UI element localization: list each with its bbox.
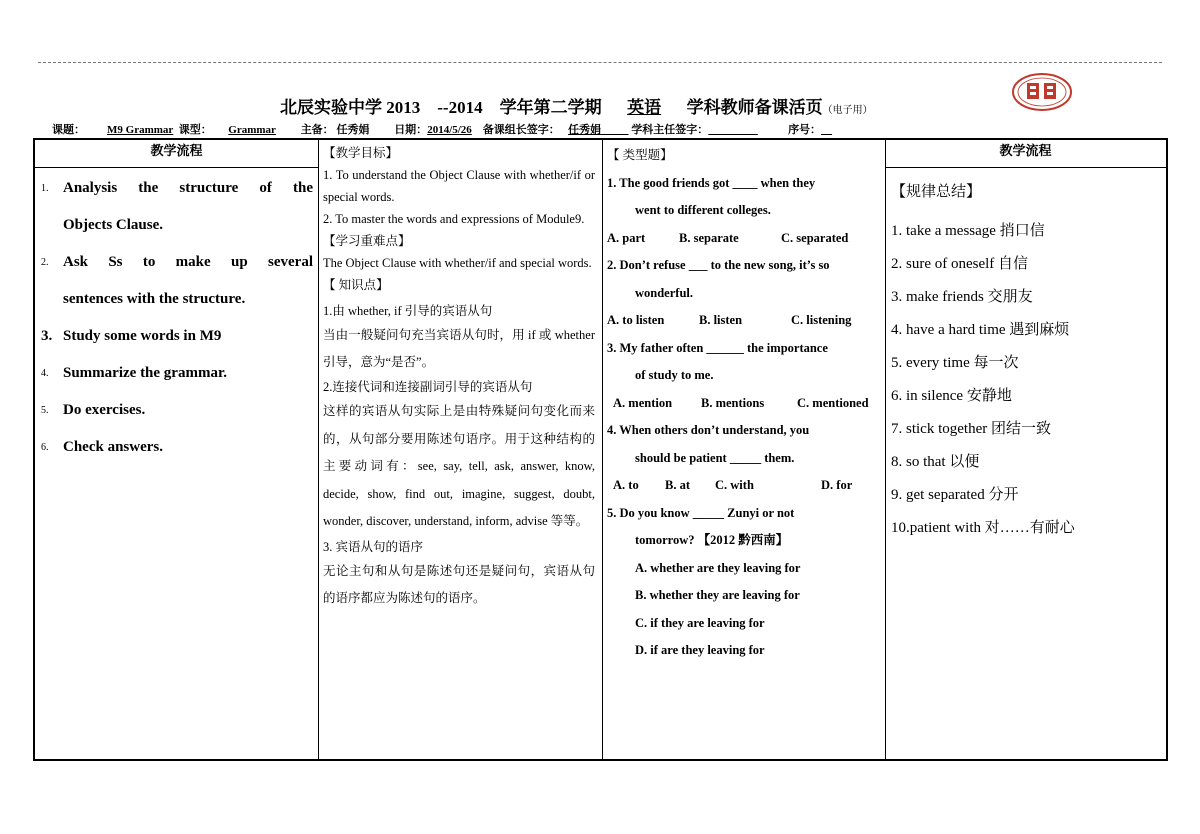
item-text: sentences with the structure. <box>63 291 246 307</box>
option: A. to listen <box>607 313 665 327</box>
question-1-cont: went to different colleges. <box>635 203 771 217</box>
procedure-item <box>41 281 313 318</box>
title-year: --2014 <box>437 98 483 117</box>
leader-value: 任秀娟 <box>568 124 602 136</box>
title-term: 学年第二学期 <box>499 98 602 117</box>
procedure-item <box>41 392 313 429</box>
question-1: 1. The good friends got ____ when they <box>607 175 816 190</box>
question-5-option-d: D. if are they leaving for <box>635 643 765 657</box>
question-5-option-c: C. if they are leaving for <box>635 615 765 630</box>
item-text: Analysis the structure of the <box>63 180 313 196</box>
summary-item: 3. make friends 交朋友 <box>891 289 1033 305</box>
question-5-cont: tomorrow? 【2012 黔西南】 <box>635 533 789 547</box>
question-2: 2. Don’t refuse ___ to the new song, it’s so <box>607 258 830 272</box>
option: C. mentioned <box>797 395 869 410</box>
summary-item: 2. sure of oneself 自信 <box>891 256 1029 272</box>
summary-item: 5. every time 每一次 <box>891 355 1019 371</box>
knowledge-header: 【 知识点】 <box>323 278 389 292</box>
knowledge-3-title: 3. 宾语从句的语序 <box>323 539 424 554</box>
type-value: Grammar <box>228 124 276 136</box>
procedure-list <box>41 170 313 466</box>
option: B. separate <box>679 230 739 245</box>
item-text: Study some words in M9 <box>63 328 222 344</box>
option: A. part <box>607 230 646 245</box>
page-title <box>280 93 873 118</box>
leader-label: 备课组长签字： <box>482 124 560 136</box>
item-text: Check answers. <box>63 439 163 455</box>
option: B. mentions <box>701 395 765 410</box>
question-2-cont: wonderful. <box>635 285 693 300</box>
question-2-options <box>607 307 889 335</box>
topic-label: 课题： <box>52 124 85 136</box>
option: B. at <box>665 478 690 492</box>
summary-item: 6. in silence 安静地 <box>891 388 1012 404</box>
knowledge-2-title: 2.连接代词和连接副词引导的宾语从句 <box>323 380 533 394</box>
item-number: 1. <box>41 183 49 194</box>
option: C. with <box>715 478 754 492</box>
exercise-header: 【 类型题】 <box>607 148 673 162</box>
question-3-cont: of study to me. <box>635 368 714 382</box>
item-number: 4. <box>41 368 49 379</box>
item-text: Objects Clause. <box>63 217 163 233</box>
question-5-option-b: B. whether they are leaving for <box>635 588 800 602</box>
title-school: 北辰实验中学 2013 <box>280 98 421 117</box>
item-number: 3. <box>41 328 53 344</box>
author-value: 任秀娟 <box>336 124 370 136</box>
summary-item: 9. get separated 分开 <box>891 487 1019 503</box>
summary-item: 7. stick together 团结一致 <box>891 421 1051 437</box>
item-number: 6. <box>41 442 49 453</box>
type-label: 课型： <box>178 124 212 136</box>
exercise-list <box>607 142 889 665</box>
teaching-content <box>323 142 595 612</box>
option: C. separated <box>781 230 849 245</box>
goal-2: 2. To master the words and expressions of Module9. <box>323 212 585 226</box>
question-4-options <box>607 472 889 500</box>
lesson-meta-row <box>52 121 832 137</box>
key-header: 【学习重难点】 <box>323 234 411 248</box>
title-note: （电子用） <box>822 105 873 116</box>
procedure-item <box>41 355 313 392</box>
date-value: 2014/5/26 <box>427 124 472 136</box>
top-rule <box>38 62 1162 63</box>
procedure-item <box>41 170 313 207</box>
summary-item: 1. take a message 捎口信 <box>891 223 1045 239</box>
author-label: 主备： <box>300 124 334 136</box>
title-tail: 学科教师备课活页 <box>686 98 823 117</box>
summary-list <box>891 176 1167 545</box>
procedure-item <box>41 429 313 466</box>
summary-item: 8. so that 以便 <box>891 454 980 470</box>
question-1-options <box>607 225 889 253</box>
knowledge-2-text: 这样的宾语从句实际上是由特殊疑问句变化而来的，从句部分要用陈述句语序。用于这种结构的主要动词有：see, say, tell, ask, answer, know, decide, show, find out, imagine, suggest, doubt, wonder, discover, understand, inform, advise 等等。 <box>323 404 595 528</box>
item-text: Do exercises. <box>63 402 146 418</box>
goal-header: 【教学目标】 <box>323 146 399 160</box>
question-5-option-a: A. whether are they leaving for <box>635 560 801 575</box>
question-4: 4. When others don’t understand, you <box>607 423 810 437</box>
item-text: Summarize the grammar. <box>63 365 227 381</box>
item-number: 5. <box>41 405 49 416</box>
summary-item: 4. have a hard time 遇到麻烦 <box>891 322 1070 338</box>
goal-1: 1. To understand the Object Clause with whether/if or special words. <box>323 168 595 204</box>
director-label: 学科主任签字： <box>631 124 709 136</box>
title-subject: 英语 <box>627 98 662 117</box>
procedure-header: 教学流程 <box>35 140 318 168</box>
option: D. for <box>821 478 853 492</box>
date-label: 日期： <box>394 124 428 136</box>
summary-item: 10.patient with 对……有耐心 <box>891 520 1075 536</box>
question-5: 5. Do you know _____ Zunyi or not <box>607 505 795 520</box>
knowledge-3-text: 无论主句和从句是陈述句还是疑问句，宾语从句的语序都应为陈述句的语序。 <box>323 563 595 605</box>
key-text: The Object Clause with whether/if and special words. <box>323 256 592 270</box>
option: A. mention <box>613 395 673 410</box>
procedure-item <box>41 244 313 281</box>
summary-column-header: 教学流程 <box>885 140 1166 168</box>
procedure-item <box>41 207 313 244</box>
procedure-item <box>41 318 313 355</box>
summary-header: 【规律总结】 <box>891 184 982 200</box>
school-seal-icon <box>1011 72 1073 112</box>
question-3-options <box>607 390 889 418</box>
item-text: Ask Ss to make up several <box>63 254 313 270</box>
knowledge-1-text: 当由一般疑问句充当宾语从句时，用 if 或 whether 引导，意为“是否”。 <box>323 328 595 369</box>
knowledge-1-title: 1.由 whether, if 引导的宾语从句 <box>323 304 493 318</box>
item-number: 2. <box>41 257 49 268</box>
question-4-cont: should be patient _____ them. <box>635 450 795 465</box>
option: C. listening <box>791 313 852 327</box>
option: A. to <box>613 478 639 492</box>
serial-label: 序号： <box>788 124 822 136</box>
lesson-table <box>33 138 1168 761</box>
option: B. listen <box>699 313 743 327</box>
topic-value: M9 Grammar <box>107 124 174 136</box>
question-3: 3. My father often ______ the importance <box>607 340 828 355</box>
